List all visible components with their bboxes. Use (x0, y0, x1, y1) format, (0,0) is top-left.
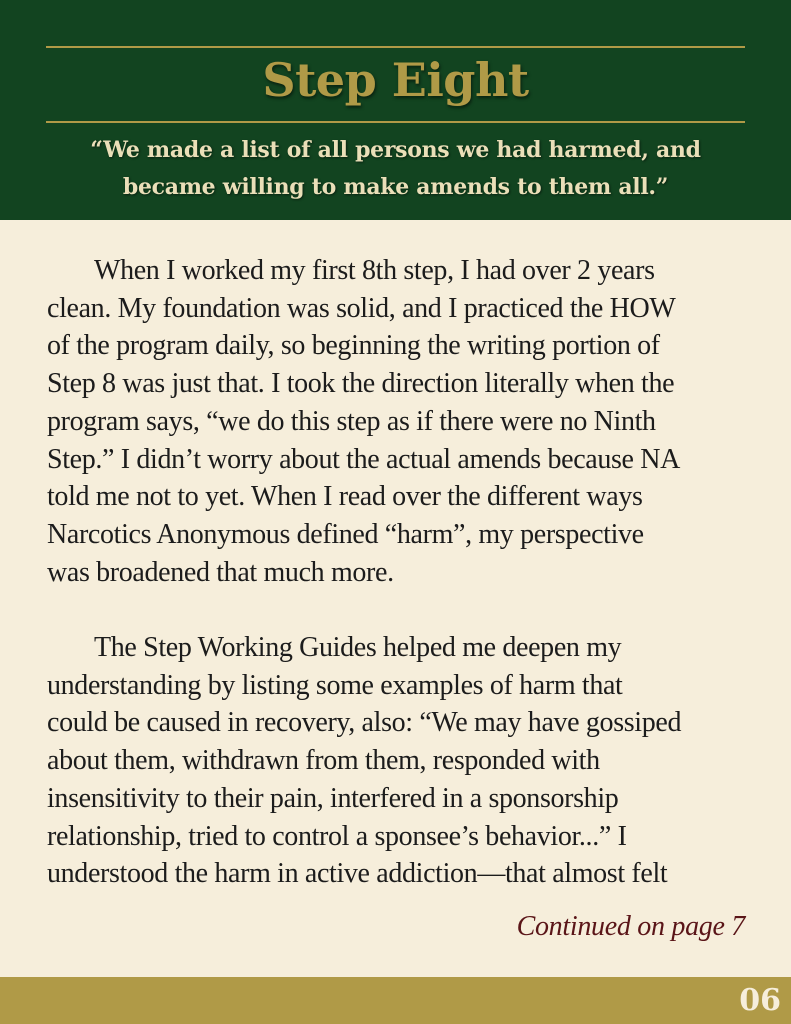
body-line: Narcotics Anonymous defined “harm”, my perspective (47, 518, 644, 550)
body-line: was broadened that much more. (47, 556, 394, 588)
continued-on-page-note: Continued on page 7 (516, 911, 745, 942)
step-quote (60, 132, 731, 206)
body-line: Step 8 was just that. I took the direction literally when the (47, 368, 675, 400)
body-line: clean. My foundation was solid, and I practiced the HOW (47, 292, 676, 324)
page-number: 06 (739, 983, 781, 1018)
header-banner (0, 0, 791, 220)
body-line: understanding by listing some examples of harm that (47, 669, 623, 701)
body-line: program says, “we do this step as if there were no Ninth (47, 405, 656, 437)
body-paragraph (47, 629, 747, 893)
body-line: of the program daily, so beginning the writing portion of (47, 330, 660, 362)
step-quote-line: became willing to make amends to them all.” (122, 174, 669, 200)
body-line: insensitivity to their pain, interfered in a sponsorship (47, 782, 619, 814)
header-top-rule (46, 46, 745, 48)
header-bottom-rule (46, 121, 745, 123)
body-line: understood the harm in active addiction—that almost felt (47, 858, 668, 890)
page-title: Step Eight (262, 53, 529, 107)
body-line: Step.” I didn’t worry about the actual amends because NA (47, 443, 681, 475)
body-paragraph (47, 252, 747, 591)
body-line: When I worked my first 8th step, I had over 2 years (94, 255, 655, 286)
step-quote-line: “We made a list of all persons we had harmed, and (90, 137, 701, 163)
body-line: could be caused in recovery, also: “We may have gossiped (47, 707, 682, 739)
body-line: The Step Working Guides helped me deepen my (94, 632, 622, 664)
body-line: about them, withdrawn from them, responded with (47, 745, 600, 777)
footer-bar (0, 977, 791, 1024)
article-body (47, 252, 747, 893)
body-line: relationship, tried to control a sponsee’s behavior...” I (47, 820, 627, 852)
body-line: told me not to yet. When I read over the different ways (47, 481, 643, 513)
